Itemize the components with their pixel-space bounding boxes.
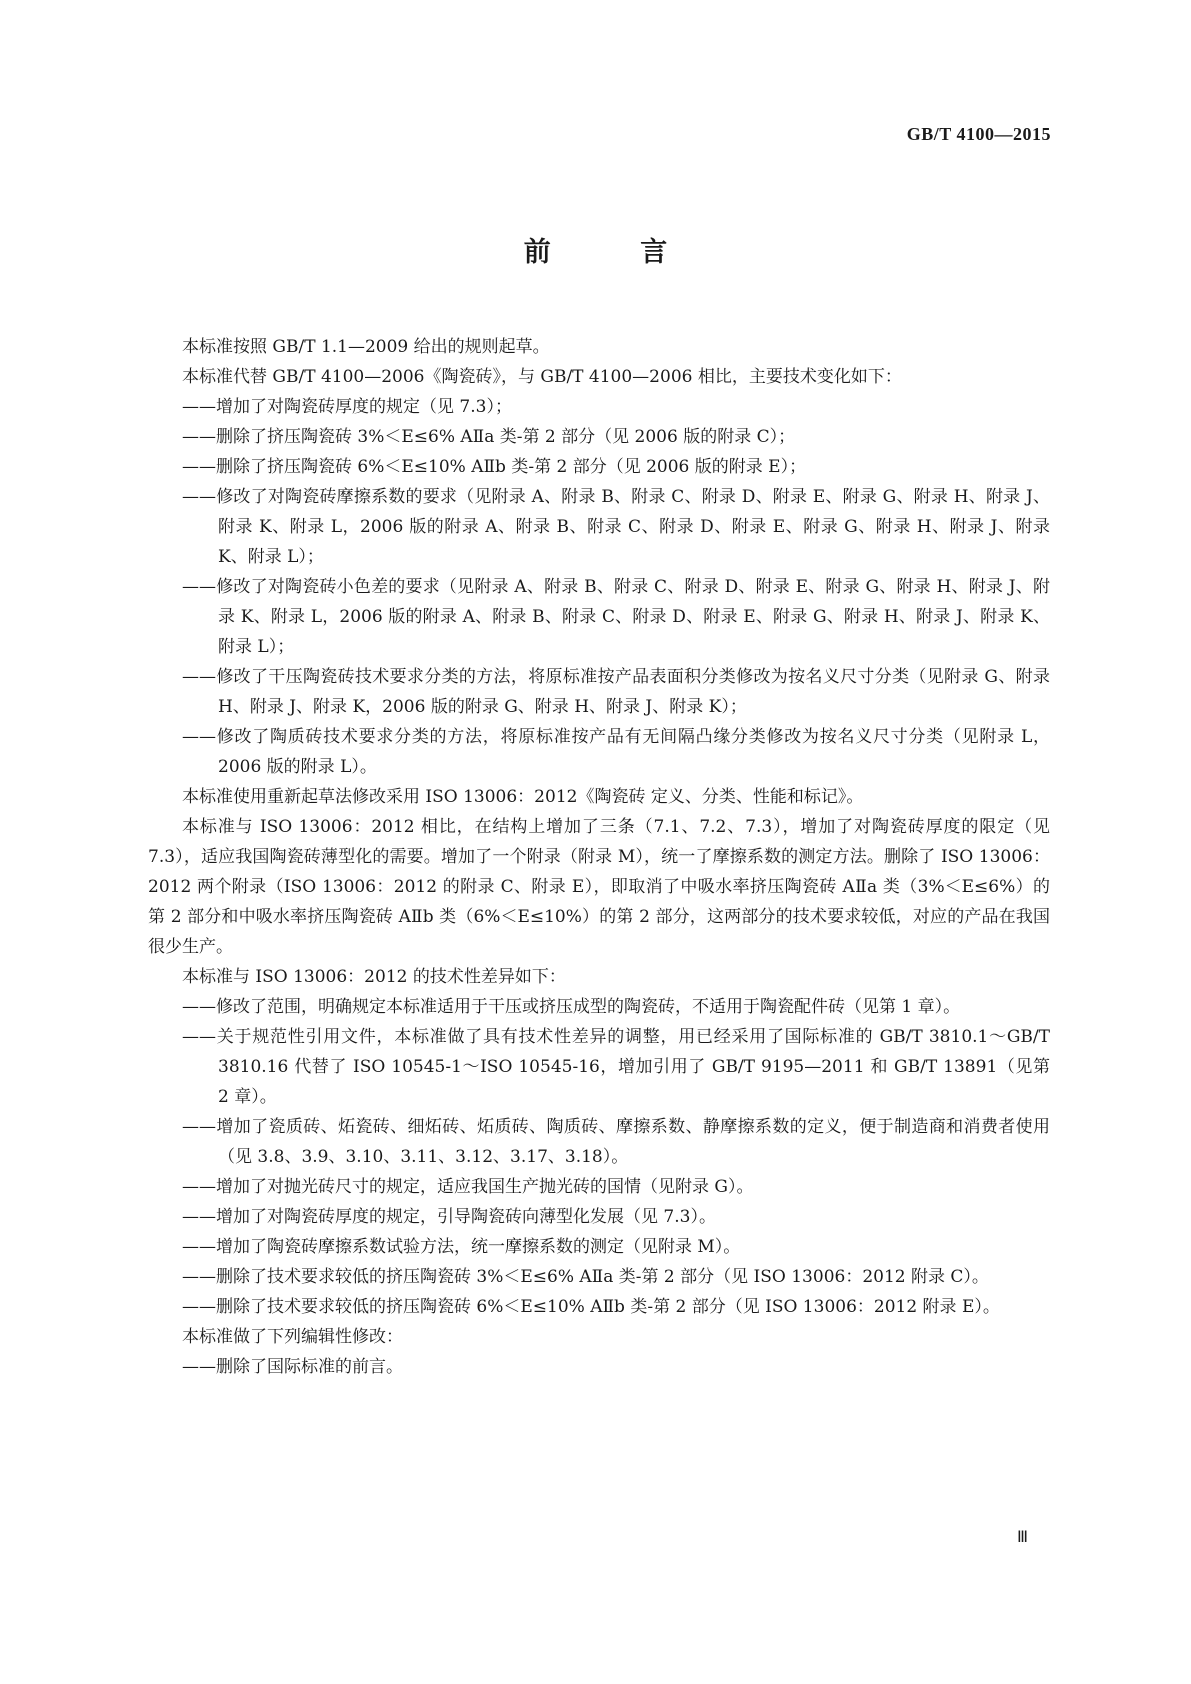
list-item: ——增加了对陶瓷砖厚度的规定（见 7.3）； <box>182 397 512 417</box>
list-item: ——修改了范围，明确规定本标准适用于干压或挤压成型的陶瓷砖，不适用于陶瓷配件砖（见第 1 章）。 <box>182 997 961 1017</box>
list-item: ——修改了陶质砖技术要求分类的方法，将原标准按产品有无间隔凸缘分类修改为按名义尺寸分类（见附录 L，2006 版的附录 L）。 <box>182 727 1050 777</box>
list-item: ——增加了对陶瓷砖厚度的规定，引导陶瓷砖向薄型化发展（见 7.3）。 <box>182 1207 716 1227</box>
page-number: Ⅲ <box>1017 1529 1029 1546</box>
paragraph: 本标准代替 GB/T 4100—2006《陶瓷砖》，与 GB/T 4100—2006 相比，主要技术变化如下： <box>182 367 902 387</box>
list-item: ——修改了对陶瓷砖摩擦系数的要求（见附录 A、附录 B、附录 C、附录 D、附录 E、附录 G、附录 H、附录 J、附录 K、附录 L，2006 版的附录 A、附录 B、附录 C、附录 D、附录 E、附录 G、附录 H、附录 J、附录 K、附录 L）； <box>182 487 1050 567</box>
document-body <box>148 332 1050 1382</box>
list-item: ——删除了国际标准的前言。 <box>182 1357 403 1377</box>
list-item: ——删除了技术要求较低的挤压陶瓷砖 3%＜E≤6% AⅡa 类-第 2 部分（见 ISO 13006：2012 附录 C）。 <box>182 1267 989 1287</box>
standard-code: GB/T 4100—2015 <box>906 124 1051 144</box>
list-item: ——删除了挤压陶瓷砖 6%＜E≤10% AⅡb 类-第 2 部分（见 2006 版的附录 E）； <box>182 457 807 477</box>
page-title: 前 言 <box>523 237 708 268</box>
list-item: ——增加了陶瓷砖摩擦系数试验方法，统一摩擦系数的测定（见附录 M）。 <box>182 1237 741 1257</box>
paragraph: 本标准使用重新起草法修改采用 ISO 13006：2012《陶瓷砖 定义、分类、性能和标记》。 <box>182 787 864 807</box>
list-item: ——修改了对陶瓷砖小色差的要求（见附录 A、附录 B、附录 C、附录 D、附录 E、附录 G、附录 H、附录 J、附录 K、附录 L，2006 版的附录 A、附录 B、附录 C、附录 D、附录 E、附录 G、附录 H、附录 J、附录 K、附录 L）； <box>182 577 1050 657</box>
paragraph: 本标准做了下列编辑性修改： <box>182 1327 403 1347</box>
list-item: ——删除了技术要求较低的挤压陶瓷砖 6%＜E≤10% AⅡb 类-第 2 部分（见 ISO 13006：2012 附录 E）。 <box>182 1297 1000 1317</box>
list-item: ——删除了挤压陶瓷砖 3%＜E≤6% AⅡa 类-第 2 部分（见 2006 版的附录 C）； <box>182 427 796 447</box>
list-item: ——增加了对抛光砖尺寸的规定，适应我国生产抛光砖的国情（见附录 G）。 <box>182 1177 754 1197</box>
paragraph: 本标准按照 GB/T 1.1—2009 给出的规则起草。 <box>182 337 550 357</box>
list-item: ——关于规范性引用文件，本标准做了具有技术性差异的调整，用已经采用了国际标准的 GB/T 3810.1～GB/T 3810.16 代替了 ISO 10545-1～ISO 10545-16，增加引用了 GB/T 9195—2011 和 GB/T 13891（见第 2 章）。 <box>182 1027 1050 1107</box>
list-item: ——修改了干压陶瓷砖技术要求分类的方法，将原标准按产品表面积分类修改为按名义尺寸分类（见附录 G、附录 H、附录 J、附录 K，2006 版的附录 G、附录 H、附录 J、附录 K）； <box>182 667 1050 717</box>
paragraph: 本标准与 ISO 13006：2012 的技术性差异如下： <box>182 967 566 987</box>
list-item: ——增加了瓷质砖、炻瓷砖、细炻砖、炻质砖、陶质砖、摩擦系数、静摩擦系数的定义，便于制造商和消费者使用（见 3.8、3.9、3.10、3.11、3.12、3.17、3.18）。 <box>182 1117 1050 1167</box>
paragraph: 本标准与 ISO 13006：2012 相比，在结构上增加了三条（7.1、7.2、7.3），增加了对陶瓷砖厚度的限定（见 7.3），适应我国陶瓷砖薄型化的需要。增加了一个附录（附录 M），统一了摩擦系数的测定方法。删除了 ISO 13006：2012 两个附录（ISO 13006：2012 的附录 C、附录 E），即取消了中吸水率挤压陶瓷砖 AⅡa 类（3%＜E≤6%）的第 2 部分和中吸水率挤压陶瓷砖 AⅡb 类（6%＜E≤10%）的第 2 部分，这两部分的技术要求较低，对应的产品在我国很少生产。 <box>148 817 1050 957</box>
